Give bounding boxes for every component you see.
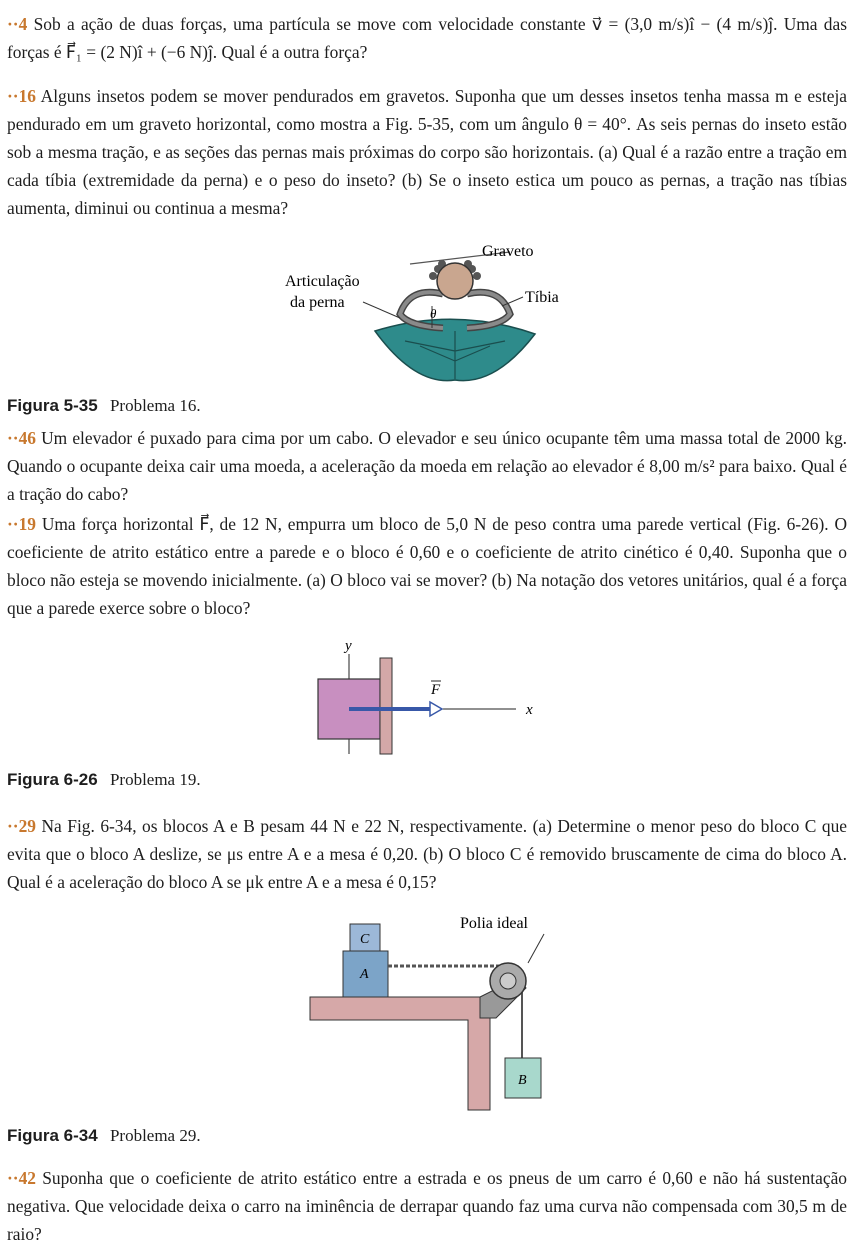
problem-text: Alguns insetos podem se mover pendurados em gravetos. Suponha que um desses insetos tenha massa m e esteja pendurado em um graveto horizontal, como mostra a Fig. 5-35, com um ângulo θ = 40°. As seis pernas do inseto estão sob a mesma tração, e as seções das pernas mais próximas do corpo são horizontais. (a) Qual é a razão entre a tração em cada tíbia (extremidade da perna) e o peso do inseto? (b) Se o inseto estica um pouco as pernas, a tração nas tíbias aumenta, diminui ou continua a mesma? [7, 86, 848, 218]
problem-19 [7, 510, 847, 622]
problem-number: ··4 [7, 14, 28, 34]
figure-caption: Problema 29. [109, 1126, 201, 1145]
figure-5-35-caption [7, 396, 201, 416]
x-axis-label: x [526, 702, 533, 718]
problem-16 [7, 82, 847, 222]
problem-text: Um elevador é puxado para cima por um cabo. O elevador e seu único ocupante têm uma massa total de 2000 kg. Quando o ocupante deixa cair uma moeda, a aceleração da moeda em relação ao elevador é 8,00 m/s² para baixo. Qual é a tração do cabo? [7, 428, 847, 504]
wall [380, 658, 392, 754]
block-A-label: A [360, 967, 369, 982]
graveto-label: Graveto [482, 243, 534, 260]
problem-text: Uma força horizontal F⃗, de 12 N, empurra um bloco de 5,0 N de peso contra uma parede vertical (Fig. 6-26). O coeficiente de atrito estático entre a parede e o bloco é 0,60 e o coeficiente de atrito cinético é 0,40. Suponha que o bloco não esteja se movendo inicialmente. (a) O bloco vai se mover? (b) Na notação dos vetores unitários, qual é a força que a parede exerce sobre o bloco? [7, 514, 847, 618]
articulacao-label: Articulação [285, 273, 360, 290]
problem-42 [7, 1164, 847, 1248]
table [310, 997, 490, 1110]
block-B-label: B [518, 1073, 527, 1088]
problem-text: Suponha que o coeficiente de atrito estático entre a estrada e os pneus de um carro é 0,60 e não há sustentação negativa. Que velocidade deixa o carro na iminência de derrapar quando faz uma curva não compensada com 30,5 m de raio? [7, 1168, 847, 1244]
figure-6-34-pulley [300, 908, 560, 1114]
problem-number: ··29 [7, 816, 36, 836]
problem-4 [7, 10, 847, 66]
da-perna-label: da perna [290, 294, 345, 311]
y-axis-label: y [345, 638, 352, 654]
problem-text: Sob a ação de duas forças, uma partícula se move com velocidade constante v⃗ = (3,0 m/s)î − (4 m/s)ĵ. Uma das forças é F⃗₁ = (2 N)î + (−6 N)ĵ. Qual é a outra força? [7, 14, 847, 62]
figure-5-35-insect [280, 236, 580, 386]
figure-label: Figura 6-34 [7, 1126, 98, 1145]
problem-46 [7, 424, 847, 508]
problem-number: ··46 [7, 428, 36, 448]
figure-6-34-caption [7, 1126, 201, 1146]
theta-label: θ [430, 306, 437, 321]
stick-section [437, 263, 473, 299]
problem-number: ··16 [7, 86, 36, 106]
problem-number: ··19 [7, 514, 36, 534]
problem-29 [7, 812, 847, 896]
force-label: F [431, 682, 441, 698]
problem-text: Na Fig. 6-34, os blocos A e B pesam 44 N e 22 N, respectivamente. (a) Determine o menor peso do bloco C que evita que o bloco A deslize, se μs entre A e a mesa é 0,20. (b) O bloco C é removido bruscamente de cima do bloco A. Qual é a aceleração do bloco A se μk entre A e a mesa é 0,15? [7, 816, 847, 892]
figure-label: Figura 6-26 [7, 770, 98, 789]
pulley-label: Polia ideal [460, 915, 528, 932]
figure-caption: Problema 19. [109, 770, 201, 789]
problem-number: ··42 [7, 1168, 36, 1188]
figure-6-26-block-wall [300, 636, 560, 758]
tibia-label: Tíbia [525, 289, 559, 306]
block-C-label: C [360, 932, 370, 947]
figure-6-26-caption [7, 770, 201, 790]
figure-caption: Problema 16. [109, 396, 201, 415]
figure-label: Figura 5-35 [7, 396, 98, 415]
